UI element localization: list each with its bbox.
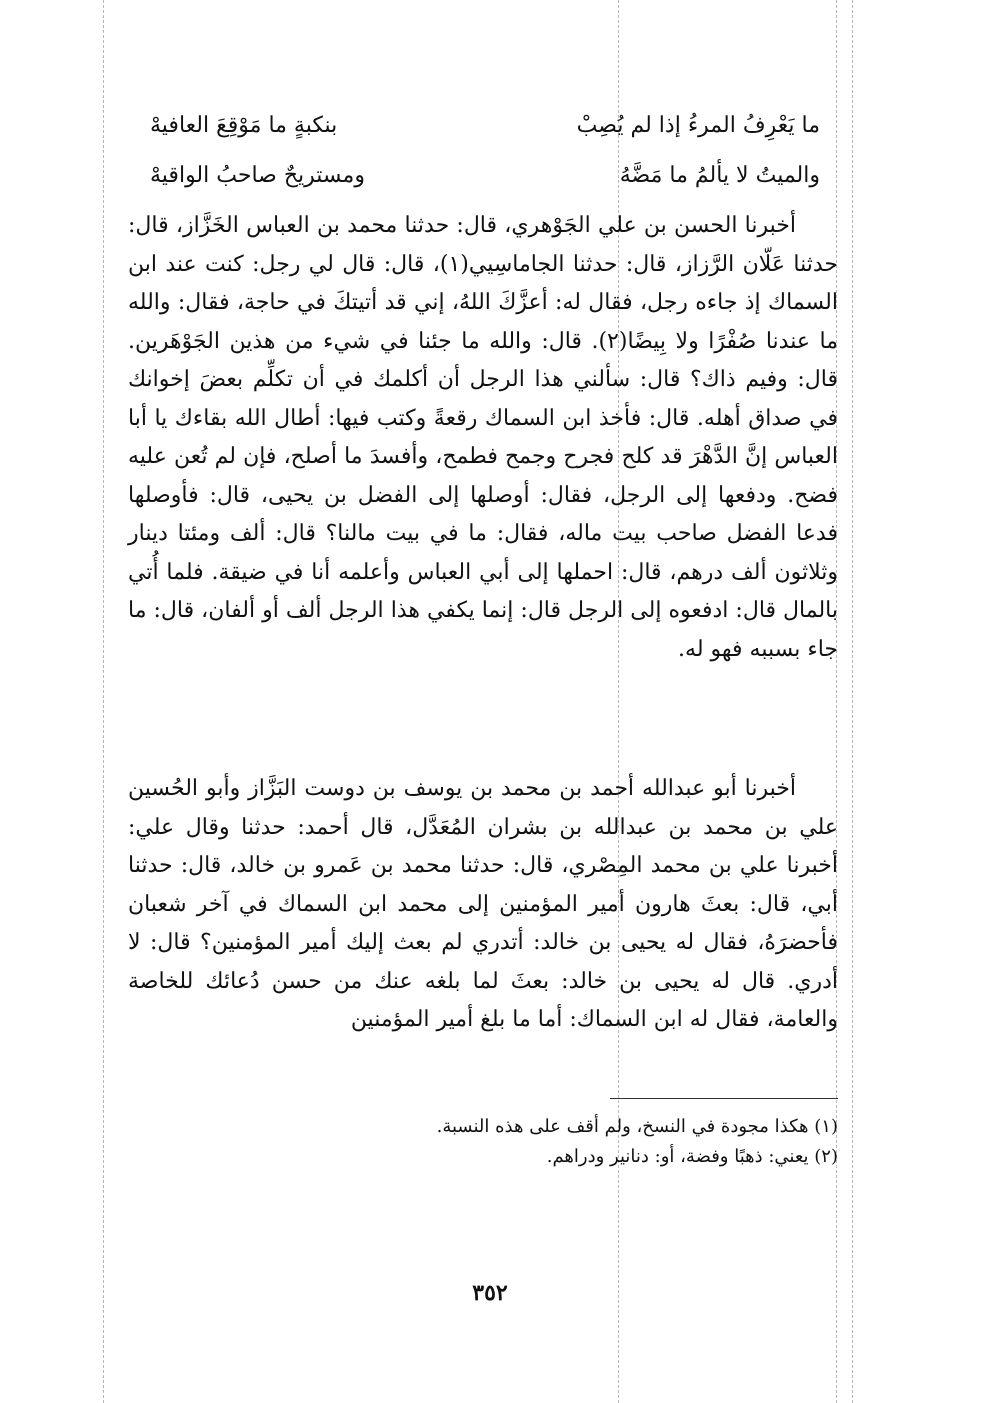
paragraph-text: أخبرنا أبو عبدالله أحمد بن محمد بن يوسف بن دوست البَزَّاز وأبو الحُسين علي بن محمد بن عبدالله بن بشران المُعَدَّل، قال أحمد: حدثنا وقال علي: أخبرنا علي بن محمد المِصْري، قال: حدثنا محمد بن عَمرو بن خالد، قال: حدثنا أبي، قال: بعثَ هارون أمير المؤمنين إلى محمد ابن السماك في آخر شعبان فأحضرَهُ، فقال له يحيى بن خالد: أتدري لم بعث إليك أمير المؤمنين؟ قال: لا أدري. قال له يحيى بن خالد: بعثَ لما بلغه عنك من حسن دُعائك للخاصة والعامة، فقال له ابن السماك: أما ما بلغ أمير المؤمنين <box>128 776 838 1032</box>
paragraph-text: أخبرنا الحسن بن علي الجَوْهري، قال: حدثنا محمد بن العباس الخَزَّاز، قال: حدثنا عَلّان الرَّزاز، قال: حدثنا الجاماسِيي(١)، قال: قال لي رجل: كنت عند ابن السماك إذ جاءه رجل، فقال له: أعزَّكَ اللهُ، إني قد أتيتكَ في حاجة، فقال: والله ما عندنا صُفْرًا ولا بِيضًا(٢). قال: والله ما جئنا في شيء من هذين الجَوْهَرين. قال: وفيم ذاك؟ قال: سألني هذا الرجل أن أكلمك في أن تكلِّم بعضَ إخوانك في صداق أهله. قال: فأخذ ابن السماك رقعةً وكتب فيها: أطال الله بقاءك يا أبا العباس إنَّ الدَّهْرَ قد كلح فجرح وجمح فطمح، وأفسدَ ما أصلح، فإن لم تُعن عليه فضح. ودفعها إلى الرجل، فقال: أوصلها إلى الفضل بن يحيى، قال: فأوصلها فدعا الفضل صاحب بيت ماله، فقال: ما في بيت مالنا؟ قال: ألف ومئتا دينار وثلاثون ألف درهم، قال: احملها إلى أبي العباس وأعلمه أنا في ضيقة. فلما أُتي بالمال قال: ادفعوه إلى الرجل قال: إنما يكفي هذا الرجل ألف أو ألفان، قال: ما جاء بسببه فهو له. <box>128 213 838 662</box>
poem-verses <box>150 100 820 200</box>
page-number: ٣٥٢ <box>472 1280 508 1306</box>
verse-line <box>150 100 820 150</box>
footnote-separator <box>610 1098 838 1099</box>
footnote: (٢) يعني: ذهبًا وفضة، أو: دنانير ودراهم. <box>546 1146 838 1167</box>
verse-first-hemistich: ما يَعْرِفُ المرءُ إذا لم يُصِبْ <box>576 112 820 138</box>
body-paragraph <box>128 770 838 1040</box>
verse-first-hemistich: والميتُ لا يألمُ ما مَضَّهُ <box>619 162 820 188</box>
margin-guide-line <box>103 0 104 1403</box>
verse-second-hemistich: بنكبةٍ ما مَوْقِعَ العافيهْ <box>150 112 338 138</box>
margin-guide-line <box>852 0 853 1403</box>
footnotes <box>300 1112 838 1172</box>
verse-second-hemistich: ومستريحٌ صاحبُ الواقيهْ <box>150 162 365 188</box>
footnote: (١) هكذا مجودة في النسخ، ولم أقف على هذه النسبة. <box>436 1116 838 1137</box>
verse-line <box>150 150 820 200</box>
body-paragraph <box>128 207 838 669</box>
